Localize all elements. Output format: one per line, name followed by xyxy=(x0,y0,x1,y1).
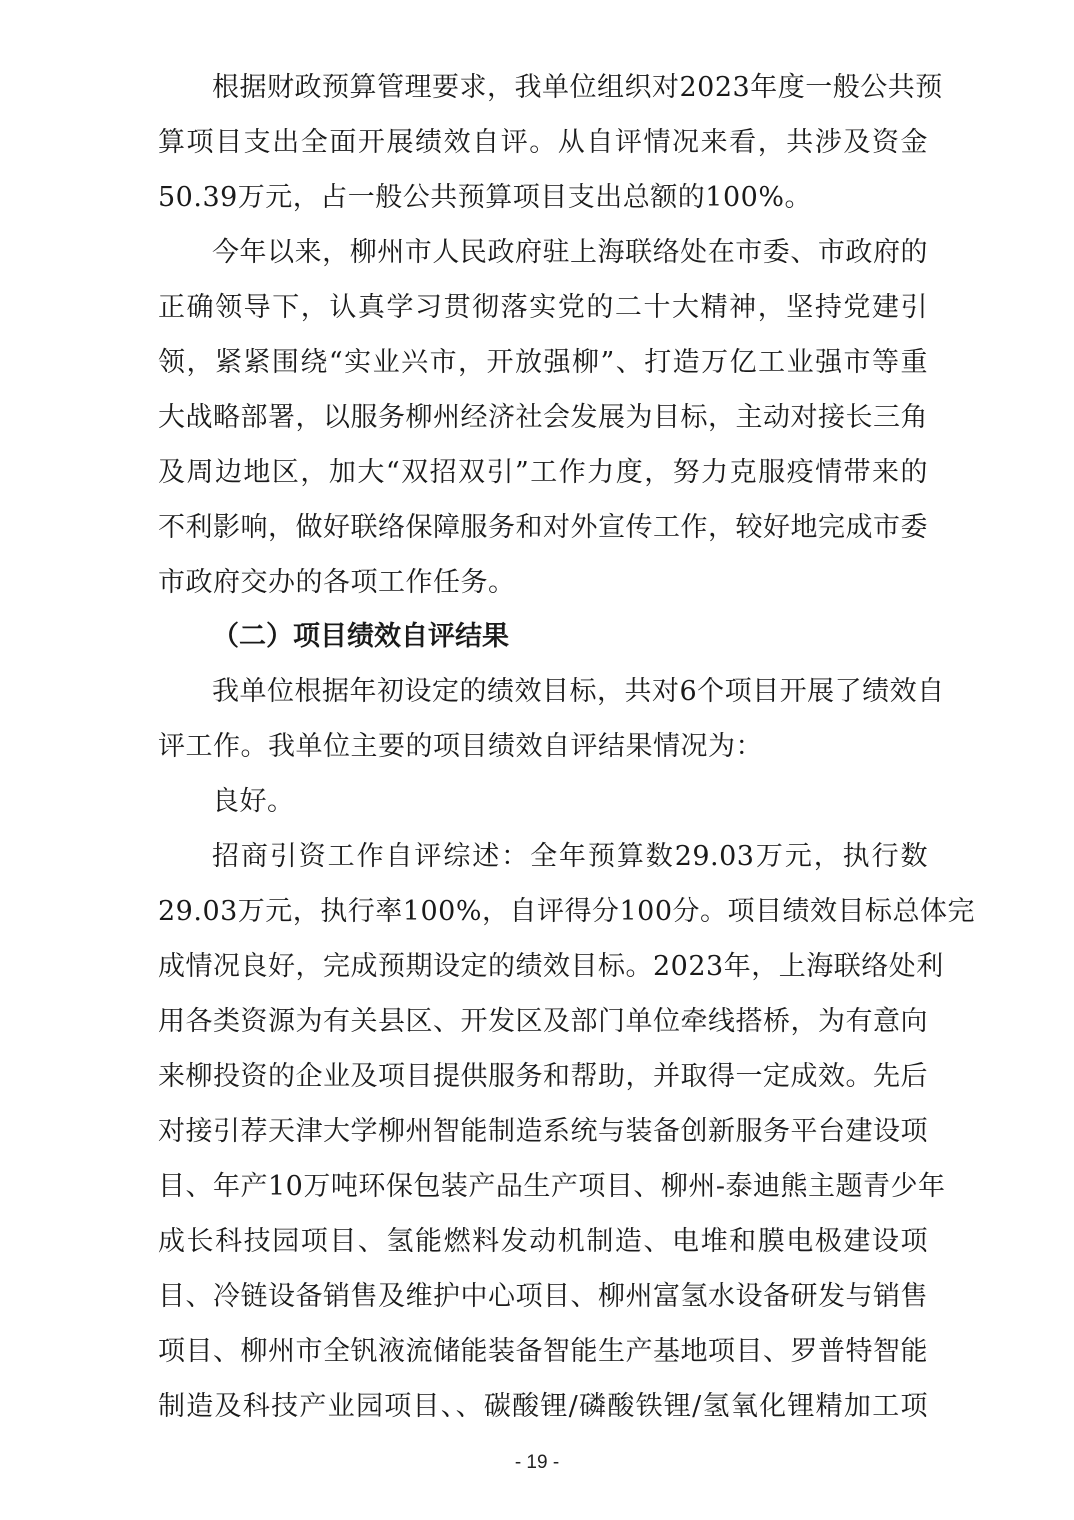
paragraph-2-line-4: 大战略部署，以服务柳州经济社会发展为目标，主动对接长三角 xyxy=(158,402,928,433)
paragraph-2-line-7: 市政府交办的各项工作任务。 xyxy=(158,567,516,598)
section-heading: （二）项目绩效自评结果 xyxy=(212,621,509,652)
paragraph-5-line-10: 项目、柳州市全钒液流储能装备智能生产基地项目、罗普特智能 xyxy=(158,1336,928,1367)
paragraph-1-line-2: 算项目支出全面开展绩效自评。从自评情况来看，共涉及资金 xyxy=(158,127,928,158)
paragraph-5-line-8: 成长科技园项目、氢能燃料发动机制造、电堆和膜电极建设项 xyxy=(158,1226,928,1257)
paragraph-2-line-1: 今年以来，柳州市人民政府驻上海联络处在市委、市政府的 xyxy=(212,237,928,268)
paragraph-1-line-1: 根据财政预算管理要求，我单位组织对2023年度一般公共预 xyxy=(212,72,943,103)
paragraph-5-line-1: 招商引资工作自评综述：全年预算数29.03万元，执行数 xyxy=(212,841,928,872)
paragraph-5-line-9: 目、冷链设备销售及维护中心项目、柳州富氢水设备研发与销售 xyxy=(158,1281,928,1312)
paragraph-5-line-6: 对接引荐天津大学柳州智能制造系统与装备创新服务平台建设项 xyxy=(158,1116,928,1147)
paragraph-3-line-2: 评工作。我单位主要的项目绩效自评结果情况为： xyxy=(158,731,763,762)
paragraph-2-line-5: 及周边地区，加大“双招双引”工作力度，努力克服疫情带来的 xyxy=(158,457,928,488)
paragraph-3-line-1: 我单位根据年初设定的绩效目标，共对6个项目开展了绩效自 xyxy=(212,676,945,707)
paragraph-2-line-6: 不利影响，做好联络保障服务和对外宣传工作，较好地完成市委 xyxy=(158,512,928,543)
page-number: - 19 - xyxy=(514,1452,560,1473)
paragraph-5-line-7: 目、年产10万吨环保包装产品生产项目、柳州-泰迪熊主题青少年 xyxy=(158,1171,946,1202)
paragraph-5-line-4: 用各类资源为有关县区、开发区及部门单位牵线搭桥，为有意向 xyxy=(158,1006,928,1037)
paragraph-4-line-1: 良好。 xyxy=(212,786,295,817)
paragraph-5-line-5: 来柳投资的企业及项目提供服务和帮助，并取得一定成效。先后 xyxy=(158,1061,928,1092)
paragraph-2-line-2: 正确领导下，认真学习贯彻落实党的二十大精神，坚持党建引 xyxy=(158,292,928,323)
paragraph-5-line-2: 29.03万元，执行率100%，自评得分100分。项目绩效目标总体完 xyxy=(158,896,976,927)
paragraph-5-line-11: 制造及科技产业园项目、、碳酸锂/磷酸铁锂/氢氧化锂精加工项 xyxy=(158,1391,928,1422)
paragraph-1-line-3: 50.39万元，占一般公共预算项目支出总额的100%。 xyxy=(158,182,812,213)
paragraph-5-line-3: 成情况良好，完成预期设定的绩效目标。2023年，上海联络处利 xyxy=(158,951,944,982)
paragraph-2-line-3: 领，紧紧围绕“实业兴市，开放强柳”、打造万亿工业强市等重 xyxy=(158,347,928,378)
